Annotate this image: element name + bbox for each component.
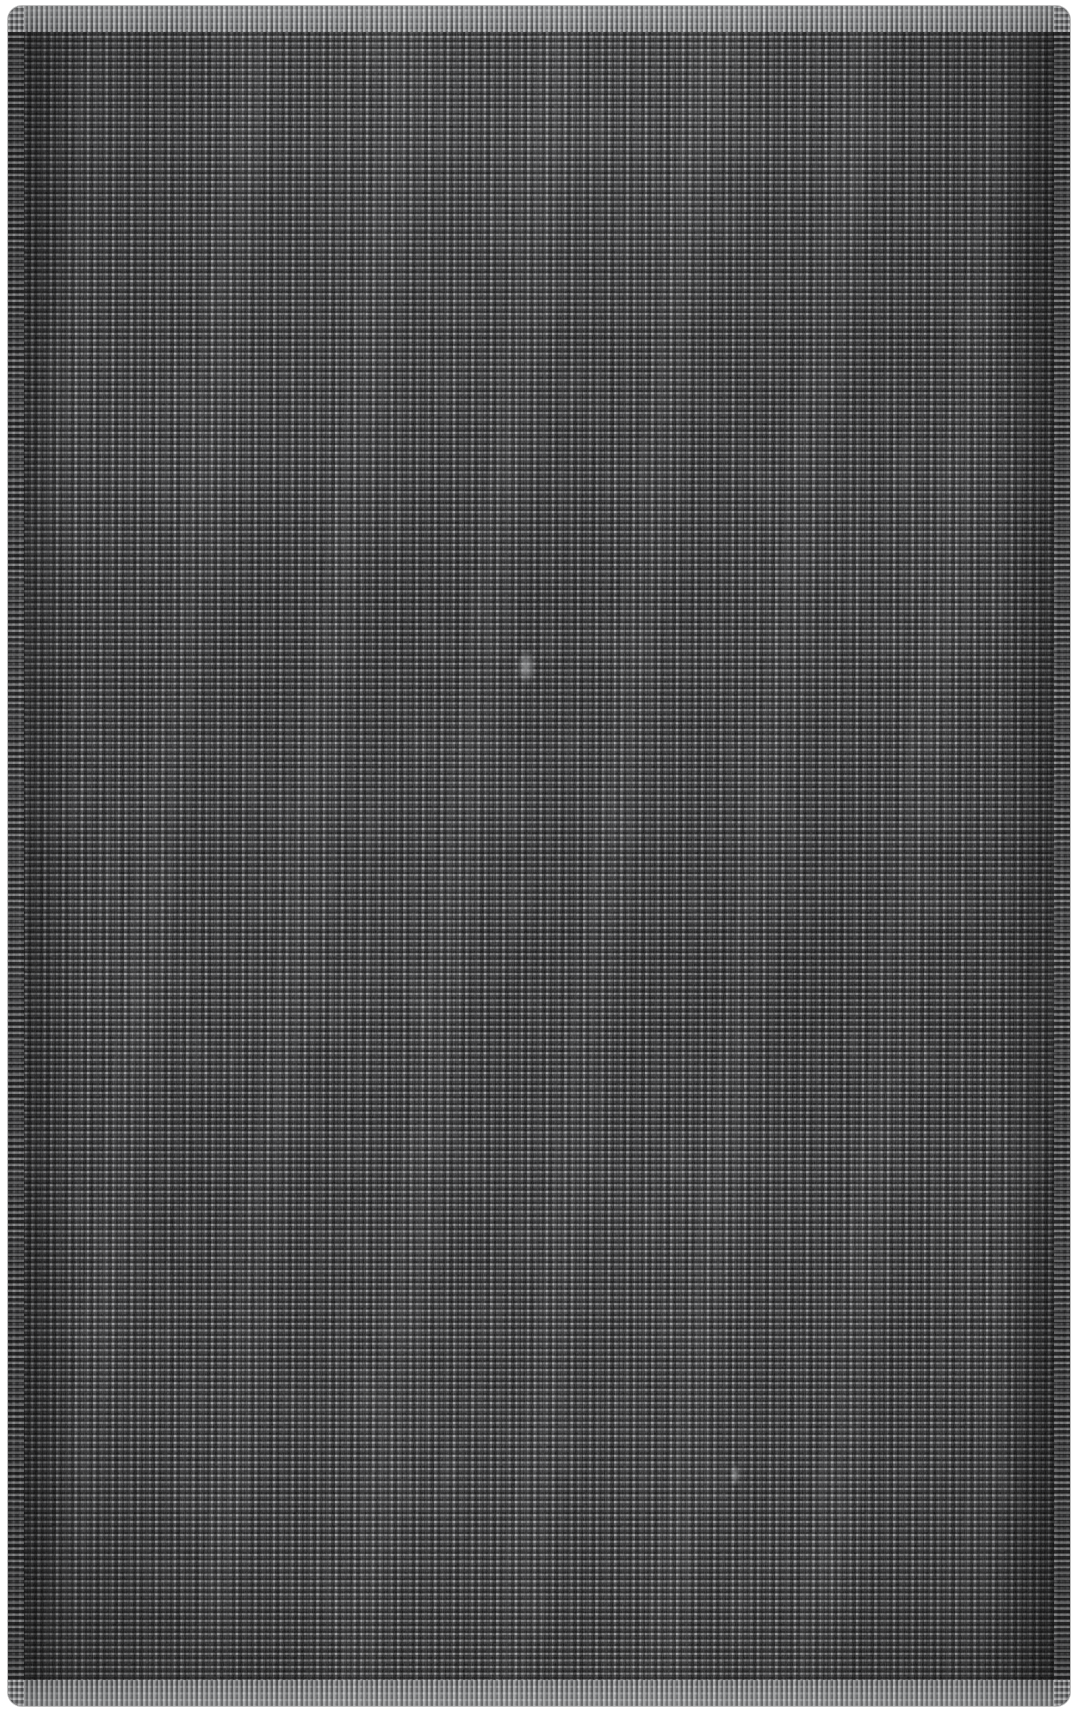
center-tuft [513,646,539,698]
edge-vignette [8,6,1070,1706]
bottom-selvedge-fringe [8,1680,1070,1706]
right-edge-lint [1054,6,1070,1706]
lower-tuft [728,1461,742,1495]
top-selvedge-fringe [8,6,1070,32]
rug-textile [8,6,1070,1706]
left-edge-lint [8,6,24,1706]
